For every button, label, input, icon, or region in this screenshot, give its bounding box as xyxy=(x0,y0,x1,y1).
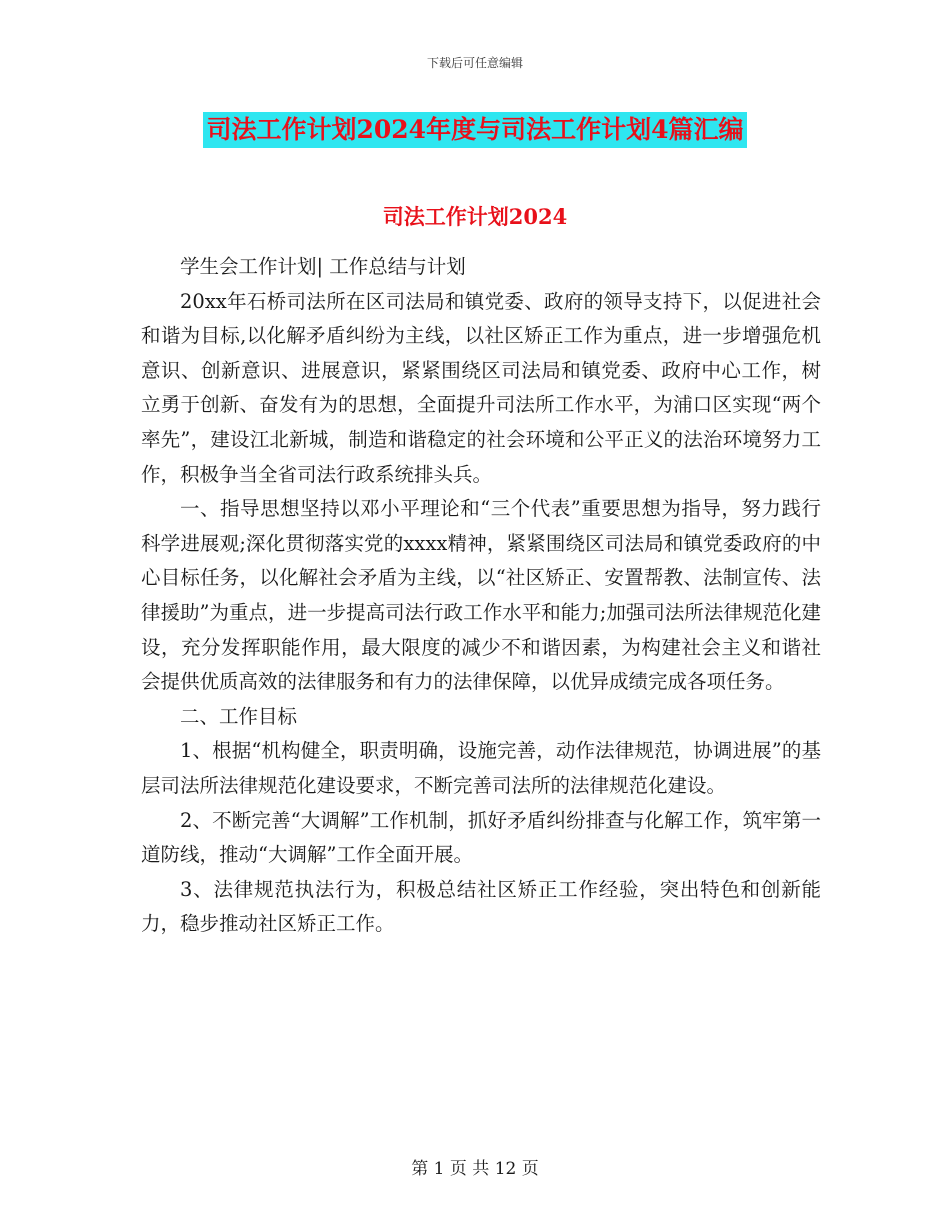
paragraph-goal-1: 1、根据“机构健全，职责明确，设施完善，动作法律规范，协调进展”的基层司法所法律规范化建设要求，不断完善司法所的法律规范化建设。 xyxy=(141,739,821,797)
paragraph-intro: 20xx年石桥司法所在区司法局和镇党委、政府的领导支持下，以促进社会和谐为目标,以化解矛盾纠纷为主线，以社区矫正工作为重点，进一步增强危机意识、创新意识、进展意识，紧紧围绕区司法局和镇党委、政府中心工作，树立勇于创新、奋发有为的思想，全面提升司法所工作水平，为浦口区实现“两个率先”，建设江北新城，制造和谐稳定的社会环境和公平正义的法治环境努力工作，积极争当全省司法行政系统排头兵。 xyxy=(141,289,821,486)
page-number: 第 1 页 共 12 页 xyxy=(411,1159,539,1179)
section-title: 司法工作计划2024 xyxy=(382,204,568,229)
paragraph-guiding-thought: 一、指导思想坚持以邓小平理论和“三个代表”重要思想为指导，努力践行科学进展观;深化贯彻落实党的xxxx精神，紧紧围绕区司法局和镇党委政府的中心目标任务，以化解社会矛盾为主线，以“社区矫正、安置帮教、法制宣传、法律援助”为重点，进一步提高司法行政工作水平和能力;加强司法所法律规范化建设，充分发挥职能作用，最大限度的减少不和谐因素，为构建社会主义和谐社会提供优质高效的法律服务和有力的法律保障，以优异成绩完成各项任务。 xyxy=(141,497,821,694)
document-title-text: 司法工作计划2024年度与司法工作计划4篇汇编 xyxy=(203,112,748,148)
document-body xyxy=(141,250,821,942)
document-title xyxy=(0,112,950,148)
header-note: 下载后可任意编辑 xyxy=(426,56,523,70)
paragraph-goal-3: 3、法律规范执法行为，积极总结社区矫正工作经验，突出特色和创新能力，稳步推动社区矫正工作。 xyxy=(141,877,821,936)
paragraph-goals-heading: 二、工作目标 xyxy=(180,704,298,728)
paragraph-category: 学生会工作计划| 工作总结与计划 xyxy=(180,255,466,278)
paragraph-goal-2: 2、不断完善“大调解”工作机制，抓好矛盾纠纷排查与化解工作，筑牢第一道防线，推动“大调解”工作全面开展。 xyxy=(141,808,821,867)
